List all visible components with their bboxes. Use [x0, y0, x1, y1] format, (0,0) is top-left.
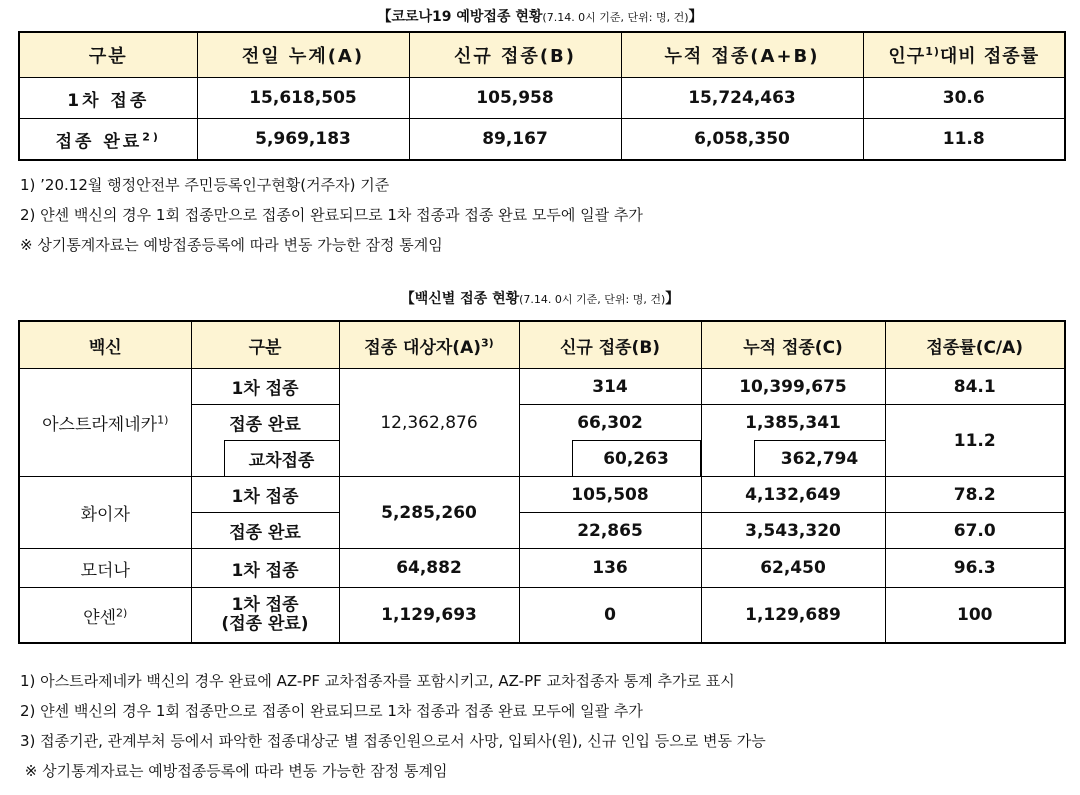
cross-cum: 362,794	[780, 448, 859, 469]
row-label: 1차 접종	[191, 369, 339, 405]
cell-rate: 84.1	[885, 369, 1065, 405]
vaccine-name-sup: 2)	[116, 605, 128, 619]
row-label	[191, 588, 339, 644]
row-label-sup: 2)	[142, 129, 161, 143]
note-line: 1) 아스트라제네카 백신의 경우 완료에 AZ-PF 교차접종자를 포함시키고, AZ-PF 교차접종자 통계 추가로 표시	[20, 672, 735, 690]
header-category: 구분	[19, 32, 197, 78]
cell-target: 64,882	[339, 549, 519, 588]
header-target-text: 접종 대상자(A)	[364, 337, 482, 358]
table2-notes	[20, 666, 766, 786]
vaccine-name-text: 얀센	[83, 607, 117, 628]
cross-label: 교차접종	[248, 451, 315, 471]
cell-cumulative: 15,724,463	[621, 78, 863, 119]
row-label: 1차 접종	[191, 477, 339, 513]
row-label-line1: 1차 접종	[231, 595, 299, 615]
row-label-line2: (접종 완료)	[221, 614, 309, 634]
table2-header-row	[19, 321, 1065, 369]
table-row	[19, 78, 1065, 119]
title1-sub: (7.14. 0시 기준, 단위: 명, 건)	[542, 11, 689, 24]
cell-rate: 30.6	[863, 78, 1065, 119]
header-prev-total: 전일 누계(A)	[197, 32, 409, 78]
cell-new: 89,167	[409, 119, 621, 161]
cell-target: 5,285,260	[339, 477, 519, 549]
note-line: 2) 얀센 백신의 경우 1회 접종만으로 접종이 완료되므로 1차 접종과 접종 완료 모두에 일괄 추가	[20, 702, 643, 720]
header-target	[339, 321, 519, 369]
cell-new: 105,508	[519, 477, 701, 513]
note-line: ※ 상기통계자료는 예방접종등록에 따라 변동 가능한 잠정 통계임	[20, 762, 448, 780]
cell-cumulative: 1,129,689	[701, 588, 885, 644]
header-rate-b: 대비 접종률	[939, 46, 1040, 67]
title2-sub: (7.14. 0시 기준, 단위: 명, 건)	[519, 293, 666, 306]
header-cumulative: 누적 접종(A+B)	[621, 32, 863, 78]
table-row	[19, 119, 1065, 161]
table1-header-row	[19, 32, 1065, 78]
cell-new: 66,302	[519, 405, 701, 441]
header-rate: 접종률(C/A)	[885, 321, 1065, 369]
note-line: 1) ’20.12월 행정안전부 주민등록인구현황(거주자) 기준	[20, 176, 390, 194]
note-line: 3) 접종기관, 관계부처 등에서 파악한 접종대상군 별 접종인원으로서 사망, 입퇴사(원), 신규 인입 등으로 변동 가능	[20, 732, 766, 750]
cell-rate: 11.8	[863, 119, 1065, 161]
header-new: 신규 접종(B)	[519, 321, 701, 369]
cross-cum-cell	[701, 440, 885, 477]
header-category: 구분	[191, 321, 339, 369]
cell-rate: 11.2	[885, 405, 1065, 477]
cell-new: 314	[519, 369, 701, 405]
title1-main: 【코로나19 예방접종 현황	[377, 9, 543, 25]
vaccine-name-sup: 1)	[157, 413, 169, 427]
cell-new: 0	[519, 588, 701, 644]
vaccine-name-text: 아스트라제네카	[42, 415, 158, 435]
cell-rate: 100	[885, 588, 1065, 644]
title1-end: 】	[688, 9, 703, 25]
vaccine-name-astrazeneca	[19, 369, 191, 477]
vaccine-name-pfizer: 화이자	[19, 477, 191, 549]
cell-cumulative: 1,385,341	[701, 405, 885, 441]
cross-new-cell	[519, 440, 701, 477]
row-label: 1차 접종	[191, 549, 339, 588]
cell-new: 136	[519, 549, 701, 588]
cell-new: 105,958	[409, 78, 621, 119]
table-row	[19, 369, 1065, 405]
table-row	[19, 477, 1065, 513]
header-rate-a: 인구	[888, 46, 926, 67]
title2-main: 【백신별 접종 현황	[400, 291, 520, 307]
cross-new: 60,263	[603, 448, 669, 469]
cell-target: 1,129,693	[339, 588, 519, 644]
table2-title	[0, 288, 1080, 308]
header-rate-sup: 1)	[925, 45, 940, 58]
row-label: 접종 완료	[191, 513, 339, 549]
row-label-text: 접종 완료	[55, 131, 143, 152]
title2-end: 】	[665, 291, 680, 307]
vaccine-name-janssen	[19, 588, 191, 644]
cell-cumulative: 62,450	[701, 549, 885, 588]
cell-prev-total: 5,969,183	[197, 119, 409, 161]
header-target-sup: 3)	[481, 335, 494, 349]
cell-rate: 67.0	[885, 513, 1065, 549]
row-label	[19, 119, 197, 161]
cross-label-cell	[191, 440, 339, 477]
cell-prev-total: 15,618,505	[197, 78, 409, 119]
header-new: 신규 접종(B)	[409, 32, 621, 78]
cell-cumulative: 6,058,350	[621, 119, 863, 161]
header-vaccine: 백신	[19, 321, 191, 369]
table1-title	[0, 6, 1080, 26]
note-line: 2) 얀센 백신의 경우 1회 접종만으로 접종이 완료되므로 1차 접종과 접종 완료 모두에 일괄 추가	[20, 206, 643, 224]
national-vaccination-table	[18, 31, 1066, 161]
vaccine-type-table	[18, 320, 1066, 644]
cell-cumulative: 4,132,649	[701, 477, 885, 513]
header-rate	[863, 32, 1065, 78]
table-row	[19, 588, 1065, 644]
note-line: ※ 상기통계자료는 예방접종등록에 따라 변동 가능한 잠정 통계임	[20, 236, 443, 254]
table1-notes	[20, 170, 643, 260]
header-cumulative: 누적 접종(C)	[701, 321, 885, 369]
cell-rate: 96.3	[885, 549, 1065, 588]
cell-target: 12,362,876	[339, 369, 519, 477]
table-row	[19, 549, 1065, 588]
row-label: 1차 접종	[19, 78, 197, 119]
cell-cumulative: 10,399,675	[701, 369, 885, 405]
vaccine-name-moderna: 모더나	[19, 549, 191, 588]
cell-new: 22,865	[519, 513, 701, 549]
cell-cumulative: 3,543,320	[701, 513, 885, 549]
row-label: 접종 완료	[191, 405, 339, 441]
cell-rate: 78.2	[885, 477, 1065, 513]
